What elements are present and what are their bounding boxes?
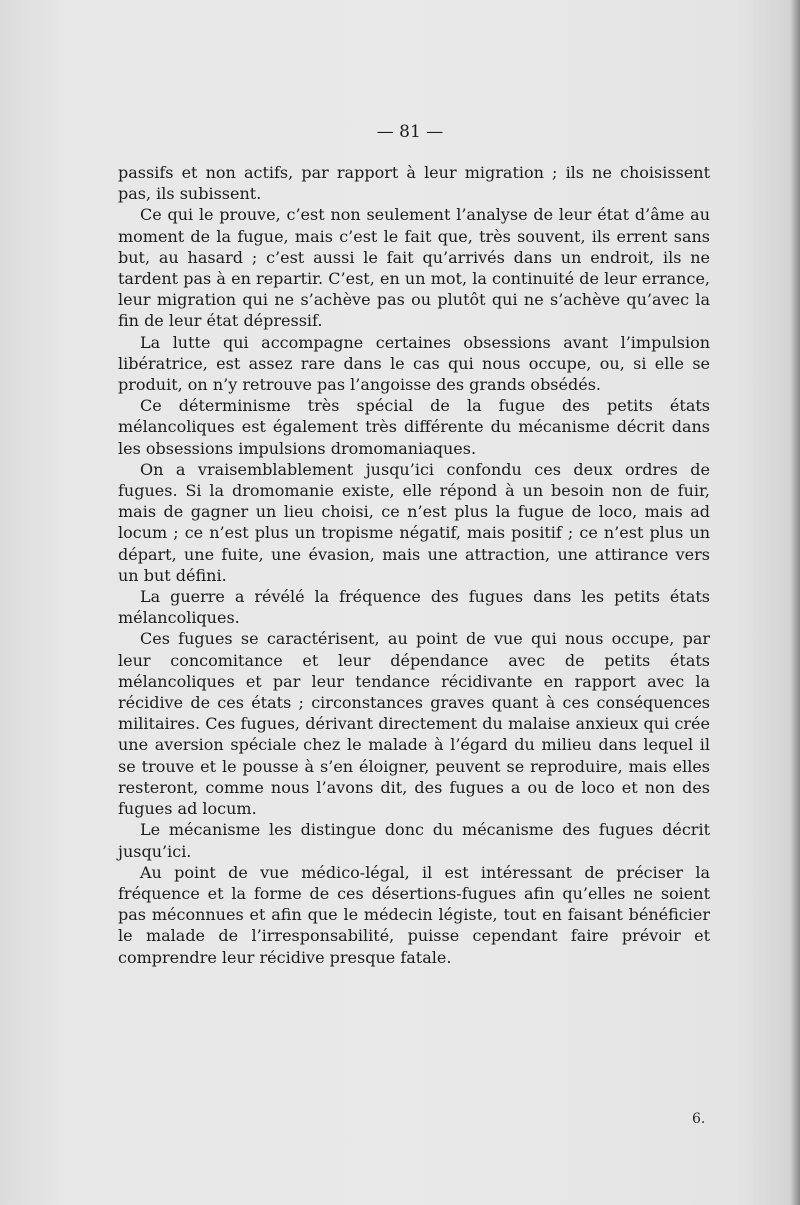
paragraph: Ces fugues se caractérisent, au point de vue qui nous occupe, par leur concomitance et leur dépendance avec de petits états mélancoliques et par leur tendance récidivante en rapport avec la récidive de ces états ; circonstances graves quant à ces conséquences militaires. Ces fugues, dérivant directement du malaise anxieux qui crée une aversion spéciale chez le malade à l’égard du milieu dans lequel il se trouve et le pousse à s’en éloigner, peuvent se reproduire, mais elles resteront, comme nous l’avons dit, des fugues a ou de loco et non des fugues ad locum. [118,629,710,819]
paragraph: On a vraisemblablement jusqu’ici confondu ces deux ordres de fugues. Si la dromomanie existe, elle répond à un besoin non de fuir, mais de gagner un lieu choisi, ce n’est plus la fugue de loco, mais ad locum ; ce n’est plus un tropisme négatif, mais positif ; ce n’est plus un départ, une fuite, une évasion, mais une attraction, une attirance vers un but défini. [118,459,710,585]
paragraph: Ce qui le prouve, c’est non seulement l’analyse de leur état d’âme au moment de la fugue, mais c’est le fait que, très souvent, ils errent sans but, au hasard ; c’est aussi le fait qu’arrivés dans un endroit, ils ne tardent pas à en repartir. C’est, en un mot, la continuité de leur errance, leur migration qui ne s’achève pas ou plutôt qui ne s’achève qu’avec la fin de leur état dépressif. [118,205,710,331]
paragraph: La guerre a révélé la fréquence des fugues dans les petits états mélancoliques. [118,587,710,628]
paragraph: Le mécanisme les distingue donc du mécanisme des fugues décrit jusqu’ici. [118,820,710,861]
paragraph: La lutte qui accompagne certaines obsessions avant l’impulsion libératrice, est assez rare dans le cas qui nous occupe, ou, si elle se produit, on n’y retrouve pas l’angoisse des grands obsédés. [118,332,710,395]
page-number: — 81 — [376,122,444,142]
paragraph: Ce déterminisme très spécial de la fugue des petits états mélancoliques est également très différente du mécanisme décrit dans les obsessions impulsions dromomaniaques. [118,396,710,458]
body-text [118,162,710,968]
paragraph: Au point de vue médico-légal, il est intéressant de préciser la fréquence et la forme de ces désertions-fugues afin qu’elles ne soient pas méconnues et afin que le médecin légiste, tout en faisant bénéficier le malade de l’irresponsabilité, puisse cependant faire prévoir et comprendre leur récidive presque fatale. [118,862,710,967]
paragraph: passifs et non actifs, par rapport à leur migration ; ils ne choisissent pas, ils subissent. [118,163,710,204]
signature-mark: 6. [692,1111,706,1127]
